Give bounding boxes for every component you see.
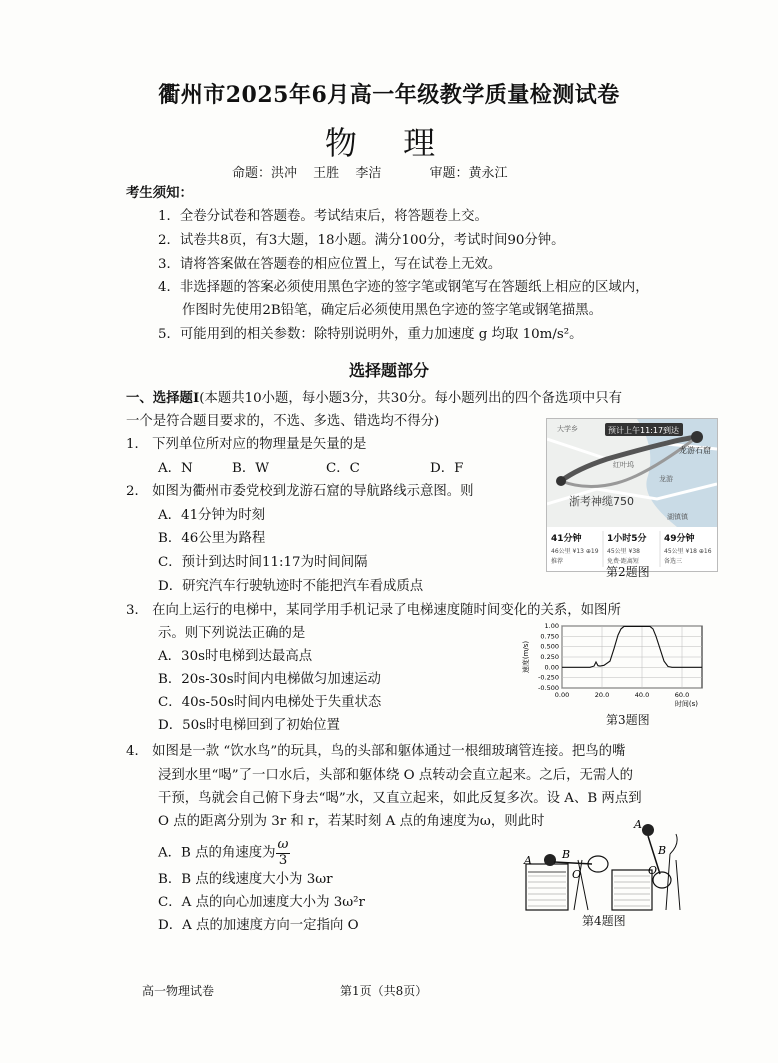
notice-heading: 考生须知： <box>126 185 193 201</box>
q2-stem: 2． 如图为衢州市委党校到龙游石窟的导航路线示意图。则 <box>126 484 474 499</box>
q4-option-a <box>158 838 290 868</box>
map-place-1: 大学乡 <box>557 425 578 433</box>
map-road-label: 浙考神缆750 <box>569 495 634 508</box>
velocity-time-graph <box>520 620 720 712</box>
notice-item-2: 2．试卷共8页，有3大题，18小题。满分100分，考试时间90分钟。 <box>158 233 565 248</box>
author-2: 王胜 <box>313 166 340 181</box>
footer-left: 高一物理试卷 <box>142 984 215 998</box>
water-hatch-right <box>614 876 650 906</box>
label-o-left: O <box>572 868 582 881</box>
q1-option-c: C．C <box>326 461 360 476</box>
left-beaker <box>526 864 568 910</box>
label-o-right: O <box>648 864 658 877</box>
label-a-right: A <box>634 818 642 831</box>
bird-head-left <box>544 854 556 866</box>
x-tick-label: 60.0 <box>674 691 690 699</box>
map-place-3: 龙游 <box>659 475 673 483</box>
route-2-detail: 45公里 ¥38 <box>607 548 640 555</box>
notice-item-5: 5．可能用到的相关参数：除特别说明外，重力加速度 g 均取 10m/s²。 <box>158 327 583 342</box>
q2-caption: 第2题图 <box>606 565 650 579</box>
q4-stem-4: O 点的距离分别为 3r 和 r，若某时刻 A 点的角速度为ω，则此时 <box>158 814 545 829</box>
route-1-detail: 46公里 ¥13 ⊕19 <box>551 548 599 555</box>
q3-caption: 第3题图 <box>606 713 650 727</box>
route-3-detail: 45公里 ¥18 ⊕16 <box>664 548 712 555</box>
route-3-time: 49分钟 <box>664 534 695 544</box>
exam-subject: 物 理 <box>324 124 454 162</box>
authors-line <box>232 162 519 181</box>
q4-option-c: C．A 点的向心加速度大小为 3ω²r <box>158 895 365 910</box>
y-tick-label: 0.00 <box>544 663 559 672</box>
plant-stem <box>666 834 680 910</box>
notice-item-4: 4．非选择题的答案必须使用黑色字迹的签字笔或钢笔写在答题纸上相应的区域内， <box>158 280 649 295</box>
q4-stem-2: 浸到水里“喝”了一口水后，头部和躯体绕 O 点转动会直立起来。之后，无需人的 <box>158 768 634 783</box>
drinking-bird-figure <box>520 814 720 914</box>
author-setter: 命题：洪冲 <box>232 166 298 181</box>
section-title: 选择题部分 <box>348 361 429 380</box>
y-tick-label: 1.00 <box>544 622 559 630</box>
footer-page: 第1页（共8页） <box>340 984 428 998</box>
notice-item-3: 3．请将答案做在答题卷的相应位置上，写在试卷上无效。 <box>158 257 502 272</box>
part1-intro-2: 一个是符合题目要求的，不选、多选、错选均不得分) <box>126 414 440 429</box>
q2-option-c: C．预计到达时间11:17为时间间隔 <box>158 555 368 570</box>
route-2-time: 1小时5分 <box>607 534 647 544</box>
q4-stem-3: 干预，鸟就会自己俯下身去“喝”水，又直立起来，如此反复多次。设 A、B 两点到 <box>158 791 642 806</box>
fraction-omega-over-3 <box>276 838 291 868</box>
map-arrival-text: 预计上午11:17到达 <box>608 426 680 435</box>
q1-option-b: B．W <box>232 461 269 476</box>
graph-plot-group <box>521 622 702 708</box>
q2-option-a: A．41分钟为时刻 <box>158 508 266 523</box>
x-tick-label: 40.0 <box>634 691 650 699</box>
author-3: 李洁 <box>355 166 382 181</box>
y-axis-label: 速度(m/s) <box>522 640 530 674</box>
notice-item-4-cont: 作图时先使用2B铅笔，确定后必须使用黑色字迹的签字笔或钢笔描黑。 <box>182 303 603 318</box>
navigation-map-svg <box>547 419 717 571</box>
navigation-map-figure <box>546 418 718 572</box>
route-1-tag: 推荐 <box>551 558 564 565</box>
q3-option-b: B．20s-30s时间内电梯做匀加速运动 <box>158 672 381 687</box>
q4-option-b: B．B 点的线速度大小为 3ωr <box>158 872 333 887</box>
x-axis-label: 时间(s) <box>674 700 698 708</box>
y-tick-label: -0.250 <box>538 673 559 682</box>
q4-option-d: D．A 点的加速度方向一定指向 O <box>158 918 359 933</box>
part1-intro <box>126 392 622 405</box>
y-tick-label: 0.750 <box>540 632 559 641</box>
q3-stem-1: 3． 在向上运行的电梯中，某同学用手机记录了电梯速度随时间变化的关系，如图所 <box>126 603 621 618</box>
q1-option-d: D．F <box>430 461 464 476</box>
q1-stem: 1． 下列单位所对应的物理量是矢量的是 <box>126 437 367 452</box>
q1-option-a: A．N <box>158 461 193 476</box>
water-hatch <box>528 876 566 906</box>
q2-option-d: D．研究汽车行驶轨迹时不能把汽车看成质点 <box>158 579 424 594</box>
map-place-2: 红叶坞 <box>613 461 634 469</box>
route-3-tag: 备选三 <box>664 558 683 565</box>
x-tick-label: 0.00 <box>554 691 570 699</box>
part1-intro-1: (本题共10小题，每小题3分，共30分。每小题列出的四个备选项中只有 <box>199 391 622 406</box>
x-tick-label: 20.0 <box>594 691 610 699</box>
map-place-4: 湖镇镇 <box>667 513 688 521</box>
y-tick-label: -0.500 <box>538 684 559 692</box>
q3-option-a: A．30s时电梯到达最高点 <box>158 649 313 664</box>
q3-option-d: D．50s时电梯回到了初始位置 <box>158 718 340 733</box>
label-b-right: B <box>658 844 667 857</box>
y-tick-label: 0.500 <box>540 642 559 651</box>
route-2-tag: 免费·距离短 <box>607 558 639 565</box>
author-reviewer: 审题：黄永江 <box>429 166 508 181</box>
map-destination: 龙游石窟 <box>679 446 711 455</box>
route-1-time: 41分钟 <box>551 534 582 544</box>
q2-option-b: B．46公里为路程 <box>158 531 266 546</box>
map-start-marker <box>556 476 566 486</box>
q3-stem-2: 示。则下列说法正确的是 <box>158 626 306 641</box>
fraction-numerator: ω <box>277 837 289 852</box>
notice-item-1: 1．全卷分试卷和答题卷。考试结束后，将答题卷上交。 <box>158 209 488 224</box>
map-end-marker <box>691 431 703 443</box>
bird-head-right <box>642 824 654 836</box>
label-b-left: B <box>562 848 571 861</box>
part1-heading: 一、选择题Ⅰ <box>126 390 200 406</box>
q3-option-c: C．40s-50s时间内电梯处于失重状态 <box>158 695 382 710</box>
fraction-denominator: 3 <box>278 852 288 868</box>
y-tick-label: 0.250 <box>540 653 559 661</box>
exam-title: 衢州市2025年6月高一年级教学质量检测试卷 <box>158 82 620 108</box>
label-a-left: A <box>524 854 532 867</box>
q4-option-a-text: A．B 点的角速度为 <box>158 845 276 861</box>
q4-stem-1: 4． 如图是一款 “饮水鸟”的玩具，鸟的头部和躯体通过一根细玻璃管连接。把鸟的嘴 <box>126 744 626 759</box>
q4-caption: 第4题图 <box>582 914 626 928</box>
